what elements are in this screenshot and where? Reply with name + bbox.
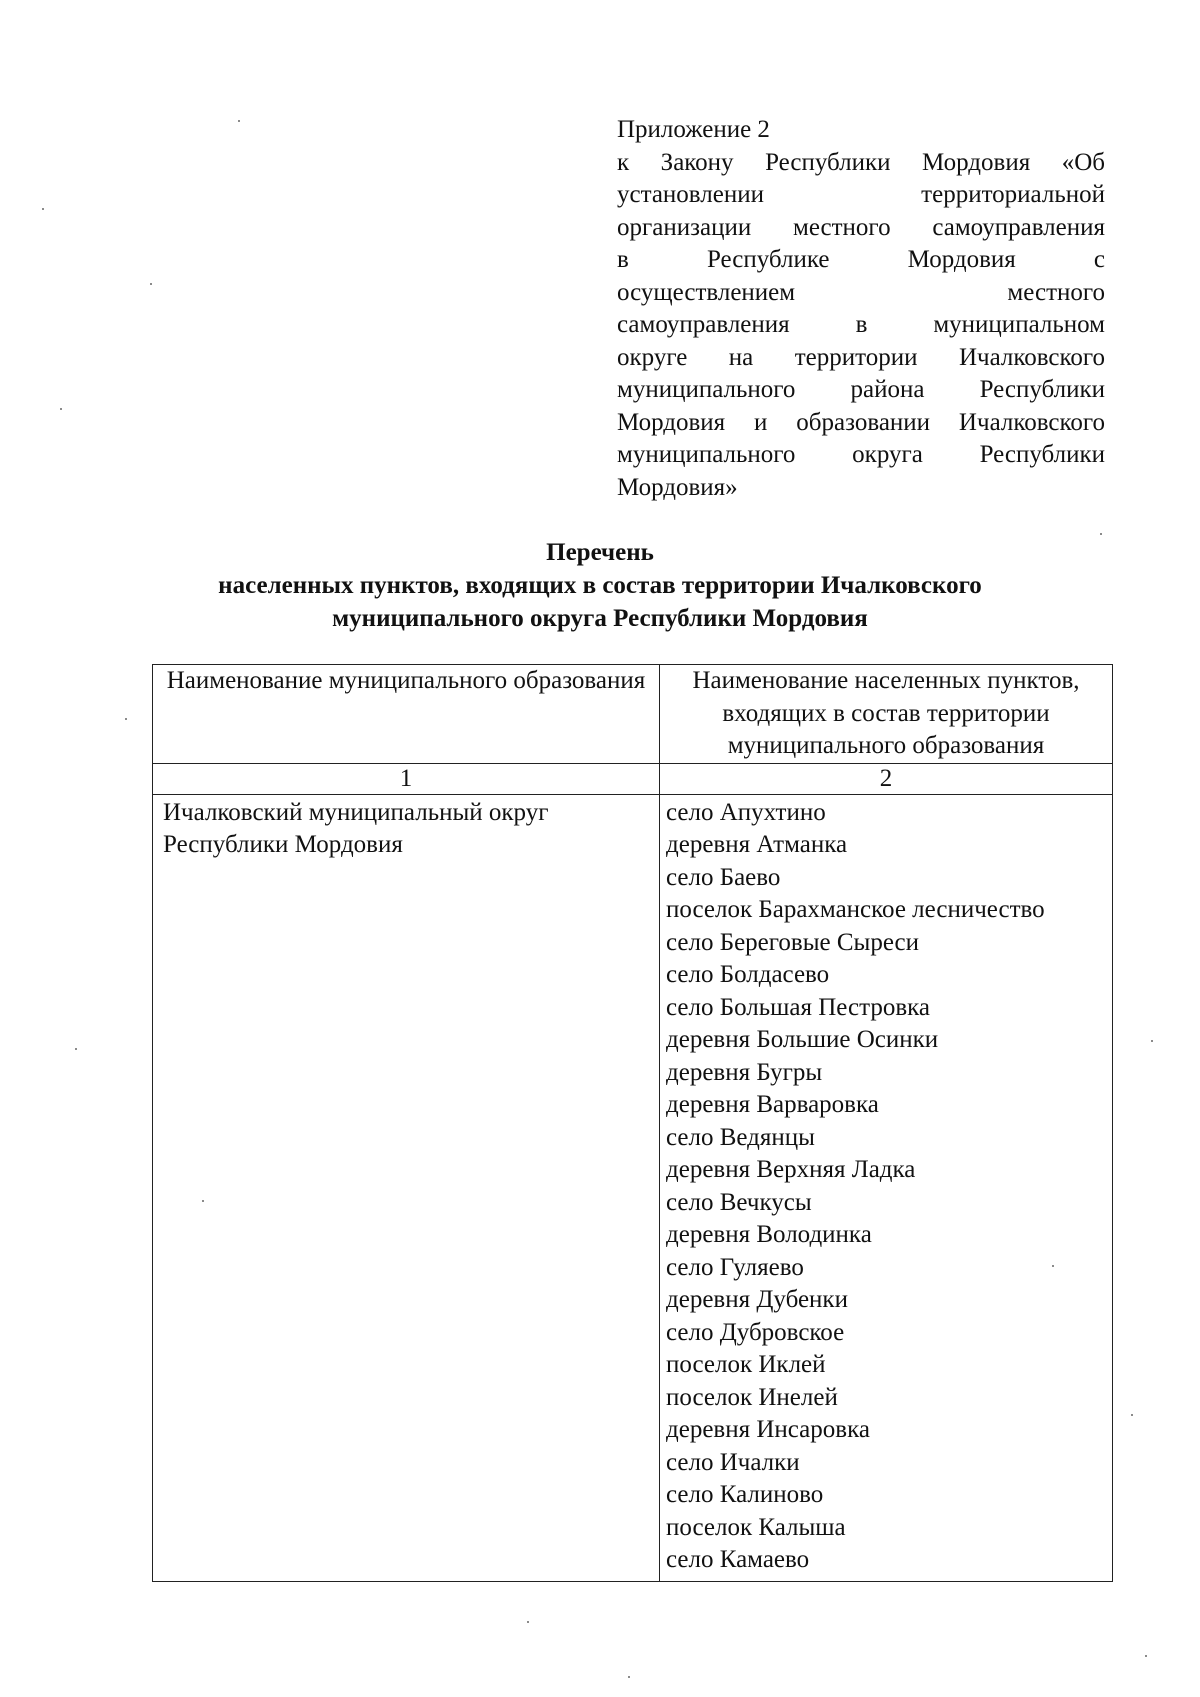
settlement-item: поселок Иклей — [666, 1351, 826, 1378]
appendix-line: осуществлением местного — [617, 278, 1105, 306]
scan-speck — [628, 1676, 630, 1678]
settlement-item: поселок Барахманское лесничество — [666, 896, 1045, 923]
table-header-row — [153, 665, 1113, 764]
header-municipality: Наименование муниципального образования — [153, 665, 660, 764]
appendix-line: муниципального округа Республики — [617, 441, 1105, 468]
settlement-item: село Вечкусы — [666, 1188, 812, 1216]
column-number-1: 1 — [153, 763, 660, 794]
scan-speck — [202, 1200, 204, 1202]
settlement-item: поселок Калыша — [666, 1513, 846, 1541]
settlement-item: деревня Большие Осинки — [666, 1026, 939, 1053]
settlement-item: поселок Инелей — [666, 1383, 838, 1411]
column-number-row — [153, 763, 1113, 794]
settlement-item: деревня Варваровка — [666, 1091, 879, 1118]
document-title — [150, 536, 1050, 635]
settlement-item: село Гуляево — [666, 1253, 804, 1281]
appendix-line: к Закону Республики Мордовия «Об — [617, 148, 1105, 176]
appendix-block — [617, 114, 1105, 504]
settlements-cell — [660, 794, 1113, 1581]
scan-speck — [1131, 1414, 1133, 1416]
appendix-line: установлении территориальной — [617, 181, 1105, 208]
settlement-item: деревня Дубенки — [666, 1286, 848, 1313]
appendix-line: в Республике Мордовия с — [617, 246, 1105, 273]
scan-speck — [150, 283, 152, 285]
appendix-line: самоуправления в муниципальном — [617, 311, 1105, 338]
municipality-name-line: Республики Мордовия — [163, 831, 403, 858]
settlement-item: село Ичалки — [666, 1448, 800, 1476]
appendix-line: Мордовия» — [617, 473, 738, 501]
title-line: Перечень — [546, 539, 654, 566]
settlement-item: село Калиново — [666, 1481, 824, 1508]
municipality-cell — [153, 794, 660, 1581]
appendix-line: муниципального района Республики — [617, 376, 1105, 403]
settlement-item: деревня Атманка — [666, 831, 848, 858]
scan-speck — [1052, 1265, 1054, 1267]
scan-speck — [1100, 533, 1102, 535]
settlement-item: село Камаево — [666, 1546, 810, 1573]
scan-speck — [42, 208, 44, 210]
settlement-item: село Дубровское — [666, 1318, 845, 1346]
scan-speck — [75, 1048, 77, 1050]
municipality-name-line: Ичалковский муниципальный округ — [163, 798, 549, 826]
settlement-item: деревня Инсаровка — [666, 1416, 870, 1443]
settlement-item: деревня Верхняя Ладка — [666, 1156, 916, 1183]
settlement-item: деревня Бугры — [666, 1058, 823, 1086]
settlement-item: село Болдасево — [666, 961, 830, 988]
scan-speck — [1151, 1040, 1153, 1042]
table-row — [153, 794, 1113, 1581]
scan-speck — [125, 718, 127, 720]
settlement-item: деревня Володинка — [666, 1221, 872, 1248]
scan-speck — [1145, 1655, 1147, 1657]
title-line: муниципального округа Республики Мордовия — [332, 605, 868, 632]
appendix-line: Приложение 2 — [617, 116, 770, 143]
scan-speck — [60, 408, 62, 410]
header-settlements: Наименование населенных пунктов, входящих в состав территории муниципального образования — [660, 665, 1113, 764]
appendix-line: организации местного самоуправления — [617, 213, 1105, 241]
settlements-table — [152, 664, 1113, 1582]
title-line: населенных пунктов, входящих в состав территории Ичалковского — [218, 572, 982, 599]
settlement-item: село Береговые Сыреси — [666, 928, 920, 956]
settlement-item: село Ведянцы — [666, 1123, 815, 1151]
column-number-2: 2 — [660, 763, 1113, 794]
scan-speck — [238, 120, 240, 122]
settlement-item: село Баево — [666, 863, 781, 891]
settlement-item: село Большая Пестровка — [666, 993, 930, 1021]
settlement-item: село Апухтино — [666, 798, 826, 826]
appendix-line: округе на территории Ичалковского — [617, 343, 1105, 371]
scan-speck — [527, 1621, 529, 1623]
appendix-line: Мордовия и образовании Ичалковского — [617, 408, 1105, 436]
